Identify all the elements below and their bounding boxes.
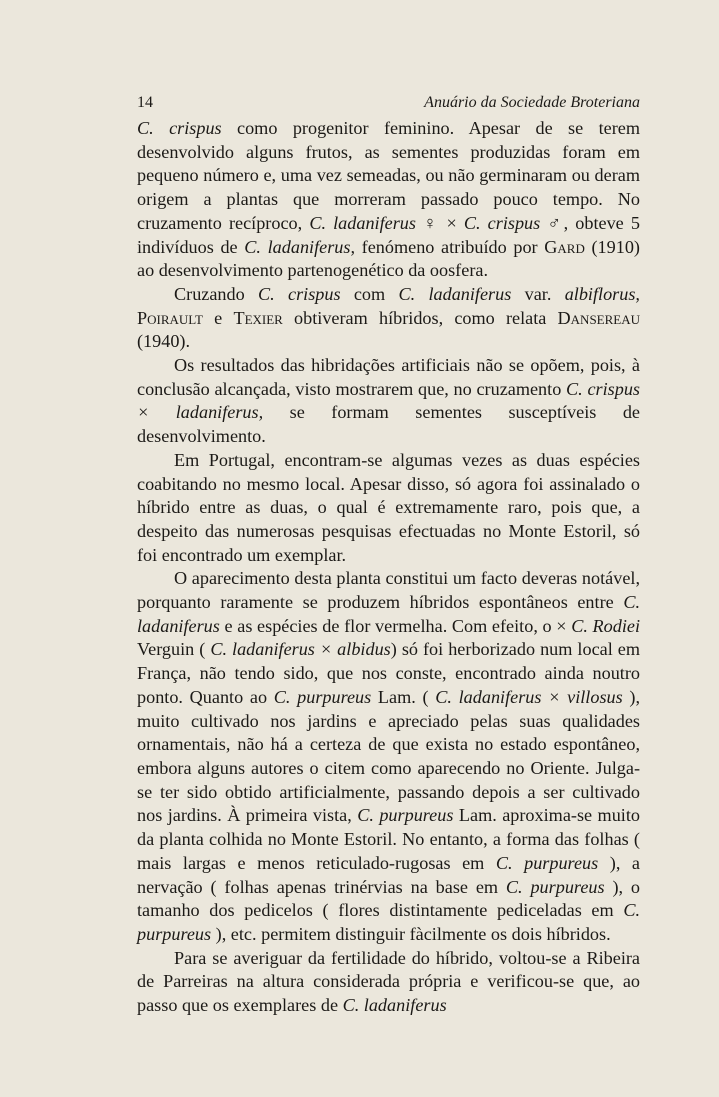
body-text — [137, 117, 640, 1018]
text-run: (1940). — [137, 331, 191, 352]
page-number: 14 — [137, 94, 153, 111]
text-run: ), a nervação ( folhas apenas trinérvias na base em — [137, 852, 640, 897]
running-title: Anuário da Sociedade Broteriana — [424, 94, 640, 111]
paragraph — [137, 449, 640, 568]
text-run: ), o tamanho dos pedicelos ( flores distintamente pediceladas em — [137, 876, 641, 921]
italic-text: C. purpureus — [273, 686, 372, 707]
author-name: Dansereau — [557, 307, 641, 328]
text-run: e — [202, 307, 234, 328]
italic-text: C. crispus — [463, 212, 541, 233]
italic-text: C. crispus × ladaniferus, — [137, 378, 640, 423]
text-run: O aparecimento desta planta constitui um facto deveras notável, porquanto raramente se produzem híbridos espontâneos entre — [137, 568, 640, 613]
text-run: com — [340, 283, 399, 304]
italic-text: C. crispus — [258, 283, 341, 304]
text-run: Para se averiguar da fertilidade do híbrido, voltou-se a Ribeira de Parreiras na altura considerada própria e verificou-se que, ao passo que os exemplares de — [137, 947, 640, 1016]
paragraph — [137, 354, 640, 449]
text-run: (1910) ao desenvolvimento partenogenético da oosfera. — [137, 236, 640, 281]
italic-text: C. crispus — [137, 118, 222, 138]
text-run: Em Portugal, encontram-se algumas vezes as duas espécies coabitando no mesmo local. Apesar disso, só agora foi assinalado o híbrido entre as duas, o qual é extremamente raro, pois que, a despeito das numerosas pesquisas efectuadas no Monte Estoril, só foi encontrado um exemplar. — [137, 449, 640, 565]
text-run: ♀ × — [415, 212, 464, 233]
italic-text: C. ladaniferus × villosus — [435, 686, 623, 707]
italic-text: C. purpureus — [137, 900, 640, 944]
text-run: ♂, obteve 5 indivíduos de — [137, 212, 640, 257]
italic-text: C. ladaniferus — [342, 995, 447, 1016]
italic-text: C. ladaniferus, — [244, 236, 356, 257]
italic-text: C. ladaniferus — [398, 283, 512, 304]
text-run: ), muito cultivado nos jardins e apreciado pelas suas qualidades ornamentais, não há a certeza de que exista no estado espontâneo, embora alguns autores o citem como aparecendo no Oriente. Julga-se ter sido obtido artificialmente, passando depois a ser cultivado nos jardins. À primeira vista, — [137, 686, 640, 826]
text-run: Cruzando — [174, 283, 259, 304]
paragraph — [137, 567, 640, 946]
author-name: Gard — [544, 236, 585, 257]
text-run: Lam. ( — [371, 686, 436, 707]
italic-text: C. Rodiei — [571, 615, 640, 636]
italic-text: C. purpureus — [357, 805, 454, 826]
author-name: Texier — [233, 307, 283, 328]
italic-text: C. purpureus — [495, 852, 599, 873]
italic-text: albiflorus, — [564, 283, 640, 304]
paragraph — [137, 117, 640, 283]
text-run: obtiveram híbridos, como relata — [282, 307, 558, 328]
author-name: Poirault — [137, 307, 203, 328]
italic-text: C. ladaniferus — [309, 212, 416, 233]
text-run: ) só foi herborizado num local em França, não tendo sido, que nos conste, encontrado ainda noutro ponto. Quanto ao — [137, 639, 641, 707]
italic-text: C. purpureus — [505, 876, 605, 897]
text-run: e as espécies de flor vermelha. Com efeito, o × — [219, 615, 572, 636]
text-run: como progenitor feminino. Apesar de se terem desenvolvido alguns frutos, as sementes produzidas foram em pequeno número e, uma vez semeadas, ou não germinaram ou deram origem a plantas que morreram passado pouco tempo. No cruzamento recíproco, — [137, 118, 640, 233]
paragraph — [137, 947, 640, 1018]
text-run: Os resultados das hibridações artificiais não se opõem, pois, à conclusão alcançada, visto mostrarem que, no cruzamento — [137, 355, 640, 399]
text-run: var. — [511, 283, 565, 304]
italic-text: C. ladaniferus × albidus — [210, 639, 391, 660]
text-run: ), etc. permitem distinguir fàcilmente os dois híbridos. — [211, 923, 611, 944]
text-run: Lam. aproxima-se muito da planta colhida no Monte Estoril. No entanto, a forma das folhas ( mais largas e menos reticulado-rugosas em — [137, 805, 640, 873]
paragraph — [137, 283, 640, 354]
text-run: fenómeno atribuído por — [355, 236, 545, 257]
italic-text: C. ladaniferus — [137, 592, 640, 636]
text-run: Verguin ( — [137, 639, 211, 660]
text-run: se formam sementes susceptíveis de desenvolvimento. — [137, 402, 640, 447]
